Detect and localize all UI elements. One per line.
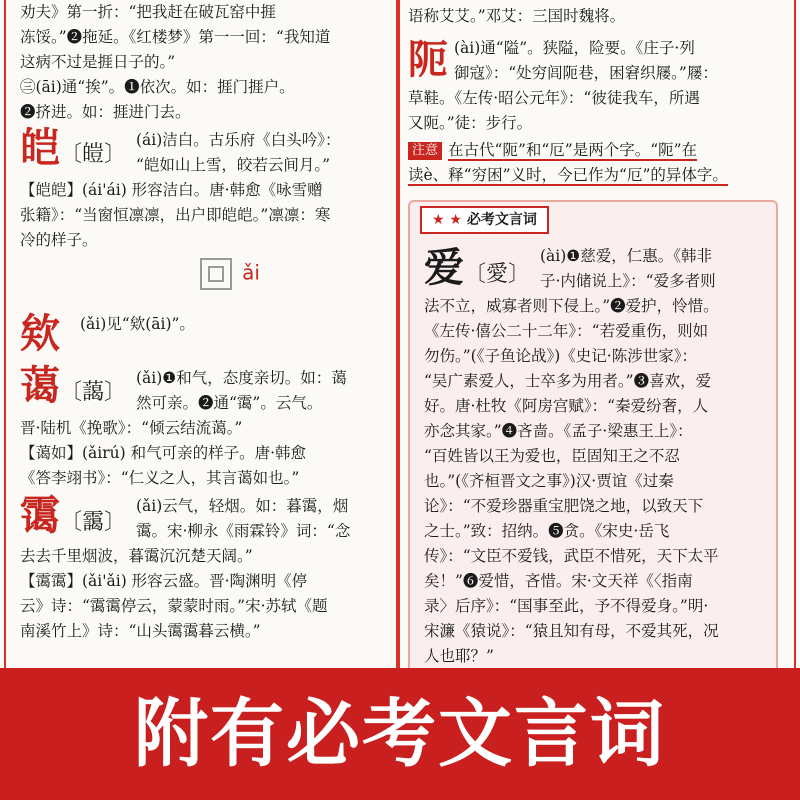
must-know-box <box>408 200 778 674</box>
headword-ai-mist <box>20 492 127 539</box>
text-line: ❷挤进。如：捱进门去。 <box>20 103 191 121</box>
text-line: 语称艾艾。”邓艾：三国时魏将。 <box>408 7 626 25</box>
definition-line: 御寇》：“处穷闾阨巷，困窘织屦。”屦： <box>454 64 718 82</box>
definition-line: 然可亲。❷通“霭”。云气。 <box>136 394 323 412</box>
box-title-text: 必考文言词 <box>466 212 537 228</box>
banner-text: 附有必考文言词 <box>134 691 666 777</box>
definition-line: 子·内储说上》：“爱多者则 <box>540 272 716 290</box>
definition-line: “百姓皆以王为爱也，臣固知王之不忍 <box>424 447 680 465</box>
definition-line: (ǎi)见“欸(āi)”。 <box>80 315 195 333</box>
definition-line: 霭。宋·柳永《雨霖铃》词：“念 <box>136 522 351 540</box>
headword-ai-kind <box>20 362 127 409</box>
compound-line: 张籍》：“当窗恒凛凛，出户即皑皑。”凛凛：寒 <box>20 206 331 224</box>
compound-line: 【霭霭】(ǎi'ǎi) 形容云盛。晋·陶渊明《停 <box>20 572 308 590</box>
headword-char: 爱 <box>424 244 464 291</box>
promo-banner <box>0 668 800 800</box>
definition-line: 晋·陆机《挽歌》：“倾云结流蔼。” <box>20 419 243 437</box>
headword-char: 皑 <box>20 124 60 171</box>
headword-char: 欸 <box>20 310 60 357</box>
headword-ai-love <box>424 244 531 291</box>
definition-line: 传》：“文臣不爱钱，武臣不惜死，天下太平 <box>424 547 719 565</box>
definition-line: (ài)通“隘”。狭隘，险要。《庄子·列 <box>454 39 695 57</box>
compound-line: 《答李翊书》：“仁义之人，其言蔼如也。” <box>20 469 300 487</box>
text-line: 这病不过是捱日子的。” <box>20 53 176 71</box>
traditional-form: 〔靄〕 <box>60 510 127 535</box>
definition-line: 矣！”❻爱惜，吝惜。宋·文天祥《〈指南 <box>424 572 693 590</box>
star-icon: ★ ★ <box>432 212 462 228</box>
definition-line: (ài)❶慈爱，仁惠。《韩非 <box>540 247 712 265</box>
headword-ai-narrow <box>408 36 448 83</box>
compound-line: 【蔼如】(ǎirú) 和气可亲的样子。唐·韩愈 <box>20 444 307 462</box>
note-line <box>408 163 728 188</box>
compound-line: 冷的样子。 <box>20 231 98 249</box>
pinyin-section-header <box>160 258 300 290</box>
definition-line: 人也耶？” <box>424 647 494 665</box>
headword-char: 霭 <box>20 492 60 539</box>
definition-line: 又阨。”徒：步行。 <box>408 114 533 132</box>
compound-line: 南溪竹上》诗：“山头霭霭暮云横。” <box>20 622 261 640</box>
note-text: 读è、释“穷困”义时，今已作为“厄”的异体字。 <box>408 166 728 184</box>
headword-char: 阨 <box>408 36 448 83</box>
definition-line: 法不立，威寡者则下侵上。”❷爱护，怜惜。 <box>424 297 719 315</box>
compound-line: 【皑皑】(ái'ái) 形容洁白。唐·韩愈《咏雪赠 <box>20 181 323 199</box>
section-ornament-icon <box>200 258 232 290</box>
definition-line: (ǎi)❶和气，态度亲切。如：蔼 <box>136 369 347 387</box>
definition-line: 去去千里烟波，暮霭沉沉楚天阔。” <box>20 547 253 565</box>
definition-line: “吴广素爱人，士卒多为用者。”❸喜欢，爱 <box>424 372 712 390</box>
section-pinyin: ǎi <box>242 260 260 285</box>
definition-line: 好。唐·杜牧《阿房宫赋》：“秦爱纷奢，人 <box>424 397 709 415</box>
definition-line: 宋濂《猿说》：“猿且知有母，不爱其死，况 <box>424 622 719 640</box>
definition-line: 勿伤。”(《子鱼论战》)《史记·陈涉世家》： <box>424 347 697 365</box>
definition-line: 之士。”致：招纳。❺贪。《宋史·岳飞 <box>424 522 670 540</box>
left-border <box>4 0 6 668</box>
definition-line: 《左传·僖公二十二年》：“若爱重伤，则如 <box>424 322 709 340</box>
definition-line: 录〉后序》：“国事至此，予不得爱身。”明· <box>424 597 709 615</box>
definition-line: “皑如山上雪，皎若云间月。” <box>136 156 331 174</box>
traditional-form: 〔愛〕 <box>464 262 531 287</box>
definition-line: 也。”(《齐桓晋文之事》)汉·贾谊《过秦 <box>424 472 674 490</box>
right-border <box>794 0 796 668</box>
text-line: 劝夫》第一折：“把我赶在破瓦窑中捱 <box>20 3 276 21</box>
definition-line: 亦念其家。”❹吝啬。《孟子·梁惠王上》： <box>424 422 693 440</box>
definition-line: 论》：“不爱珍器重宝肥饶之地，以致天下 <box>424 497 704 515</box>
note-tag: 注意 <box>408 142 442 160</box>
column-divider <box>396 0 400 668</box>
headword-ai-white <box>20 124 127 171</box>
note-text: 在古代“阨”和“厄”是两个字。“阨”在 <box>448 141 698 159</box>
headword-ai-sigh <box>20 310 60 357</box>
definition-line: (ái)洁白。古乐府《白头吟》： <box>136 131 341 149</box>
traditional-form: 〔藹〕 <box>60 380 127 405</box>
definition-line: (ǎi)云气，轻烟。如：暮霭，烟 <box>136 497 349 515</box>
text-line: 冻馁。”❷拖延。《红楼梦》第一一回：“我知道 <box>20 28 331 46</box>
definition-line: 草鞋。《左传·昭公元年》：“彼徒我车，所遇 <box>408 89 700 107</box>
text-line: ㊂(āi)通“挨”。❶依次。如：捱门捱户。 <box>20 78 295 96</box>
compound-line: 云》诗：“霭霭停云，蒙蒙时雨。”宋·苏轼《题 <box>20 597 328 615</box>
box-title <box>420 206 549 234</box>
traditional-form: 〔皚〕 <box>60 142 127 167</box>
note-line <box>408 138 697 163</box>
headword-char: 蔼 <box>20 362 60 409</box>
